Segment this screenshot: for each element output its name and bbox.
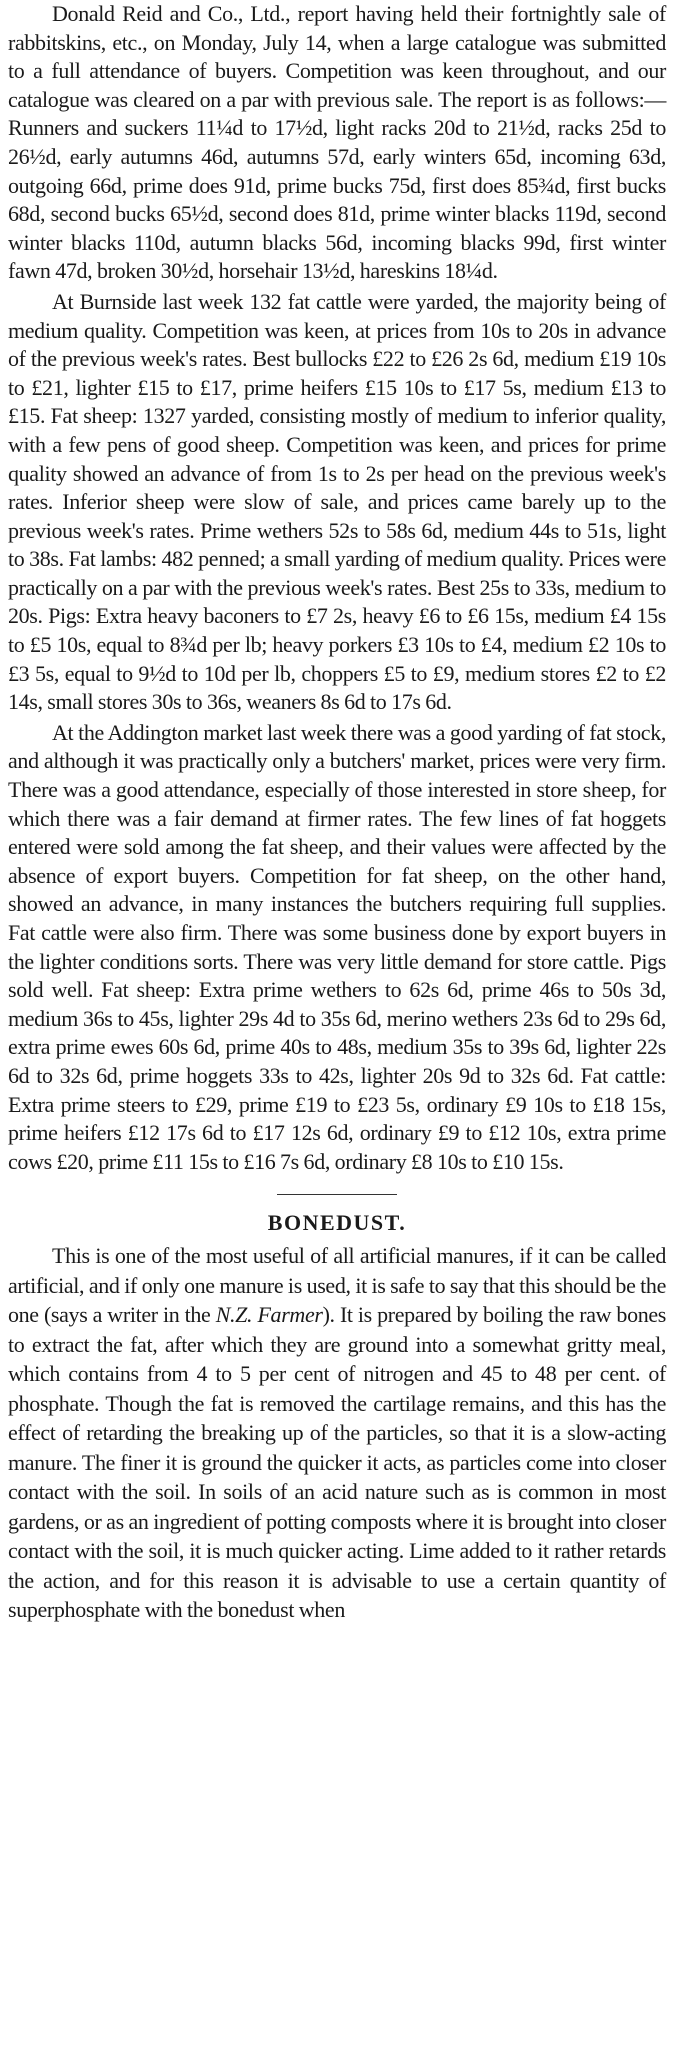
section-divider [277,1194,397,1195]
source-publication: N.Z. Farmer [215,1302,323,1328]
rabbitskin-sale-paragraph: Donald Reid and Co., Ltd., report having held their fortnightly sale of rabbitskins, etc., on Monday, July 14, when a large catalogue was submitted to a full attendance of buyers. Competition was keen throughout, and our catalogue was cleared on a par with previous sale. The report is as follows:—Runners and suckers 11¼d to 17½d, light racks 20d to 21½d, racks 25d to 26½d, early autumns 46d, autumns 57d, early winters 65d, incoming 63d, outgoing 66d, prime does 91d, prime bucks 75d, first does 85¾d, first bucks 68d, second bucks 65½d, second does 81d, prime winter blacks 119d, second winter blacks 110d, autumn blacks 56d, incoming blacks 99d, first winter fawn 47d, broken 30½d, horsehair 13½d, hareskins 18¼d. [8,1,666,284]
bonedust-paragraph [8,1241,666,1625]
bonedust-heading: BONEDUST. [267,1210,407,1236]
bonedust-text-start: This is one of the most useful of all artificial manures, if it can be called artificial, and if only one manure is used, it is safe to say that this should be the one (says a writer in the [8,1243,666,1328]
bonedust-text-rest: ). It is prepared by boiling the raw bones to extract the fat, after which they are ground into a somewhat gritty meal, which contains from 4 to 5 per cent of nitrogen and 45 to 48 per cent. of phosphate. Though the fat is removed the cartilage remains, and this has the effect of retarding the breaking up of the particles, so that it is a slow-acting manure. The finer it is ground the quicker it acts, as particles come into closer contact with the soil. In soils of an acid nature such as is common in most gardens, or as an ingredient of potting composts where it is brought into closer contact with the soil, it is much quicker acting. Lime added to it rather retards the action, and for this reason it is advisable to use a certain quantity of superphosphate with the bonedust when [8,1302,666,1623]
addington-market-paragraph: At the Addington market last week there was a good yarding of fat stock, and although it was practically only a butchers' market, prices were very firm. There was a good attendance, especially of those interested in store sheep, for which there was a fair demand at firmer rates. The few lines of fat hoggets entered were sold among the fat sheep, and their values were affected by the absence of export buyers. Competition for fat sheep, on the other hand, showed an advance, in many instances the butchers requiring full supplies. Fat cattle were also firm. There was some business done by export buyers in the lighter conditions sorts. There was very little demand for store cattle. Pigs sold well. Fat sheep: Extra prime wethers to 62s 6d, prime 46s to 50s 3d, medium 36s to 45s, lighter 29s 4d to 35s 6d, merino wethers 23s 6d to 29s 6d, extra prime ewes 60s 6d, prime 40s to 48s, medium 35s to 39s 6d, lighter 22s 6d to 32s 6d, prime hoggets 33s to 42s, lighter 20s 9d to 32s 6d. Fat cattle: Extra prime steers to £29, prime £19 to £23 5s, ordinary £9 10s to £18 15s, prime heifers £12 17s 6d to £17 12s 6d, ordinary £9 to £12 10s, extra prime cows £20, prime £11 15s to £16 7s 6d, ordinary £8 10s to £10 15s. [8,719,666,1174]
burnside-market-paragraph: At Burnside last week 132 fat cattle were yarded, the majority being of medium quality. Competition was keen, at prices from 10s to 20s in advance of the previous week's rates. Best bullocks £22 to £26 2s 6d, medium £19 10s to £21, lighter £15 to £17, prime heifers £15 10s to £17 5s, medium £13 to £15. Fat sheep: 1327 yarded, consisting mostly of medium to inferior quality, with a few pens of good sheep. Competition was keen, and prices for prime quality showed an advance of from 1s to 2s per head on the previous week's rates. Inferior sheep were slow of sale, and prices came barely up to the previous week's rates. Prime wethers 52s to 58s 6d, medium 44s to 51s, light to 38s. Fat lambs: 482 penned; a small yarding of medium quality. Prices were practically on a par with the previous week's rates. Best 25s to 33s, medium to 20s. Pigs: Extra heavy baconers to £7 2s, heavy £6 to £6 15s, medium £4 15s to £5 10s, equal to 8¾d per lb; heavy porkers £3 10s to £4, medium £2 10s to £3 5s, equal to 9½d to 10d per lb, choppers £5 to £9, medium stores £2 to £2 14s, small stores 30s to 36s, weaners 8s 6d to 17s 6d. [8,288,666,715]
